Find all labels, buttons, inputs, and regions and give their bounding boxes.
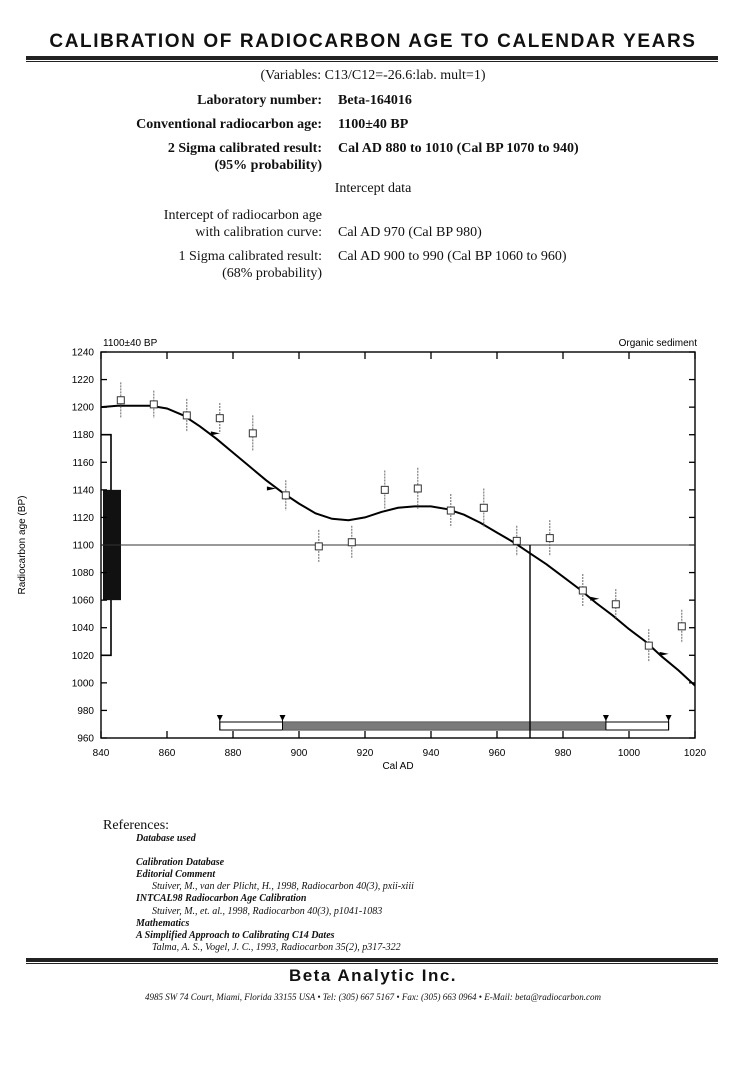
y-tick-label: 1160 [72,457,94,469]
page-title: CALIBRATION OF RADIOCARBON AGE TO CALENDAR YEARS [49,31,697,52]
measurement-point [678,623,685,630]
measurement-point [645,642,652,649]
measurement-point [414,485,421,492]
sigma1-probability-label: (68% probability) [222,266,322,281]
variables-line: (Variables: C13/C12=-26.6:lab. mult=1) [260,68,486,83]
y-tick-label: 1040 [71,623,94,635]
y-tick-label: 1060 [71,595,94,607]
calibration-chart [0,330,746,790]
intercept-heading: Intercept data [334,181,412,196]
sigma1-label: 1 Sigma calibrated result: [178,249,322,264]
measurement-point [315,543,322,550]
y-tick-label: 1020 [71,650,94,662]
y-tick-label: 980 [77,705,94,717]
ref-intcal98: INTCAL98 Radiocarbon Age Calibration [136,893,307,904]
y-tick-label: 1240 [71,347,94,359]
measurement-point [546,535,553,542]
intercept-value: Cal AD 970 (Cal BP 980) [338,225,482,240]
conventional-age-label: Conventional radiocarbon age: [136,117,322,132]
ref-intcal98-citation: Stuiver, M., et. al., 1998, Radiocarbon 40(3), p1041-1083 [152,906,383,917]
sigma2-label: 2 Sigma calibrated result: [167,141,322,156]
measurement-point [183,412,190,419]
curve-marker [660,652,669,656]
y-tick-label: 1120 [72,512,94,524]
footer-rule [26,958,718,962]
ref-simplified-approach-citation: Talma, A. S., Vogel, J. C., 1993, Radiocarbon 35(2), p317-322 [152,942,401,953]
calibration-curve [101,406,695,686]
conventional-age-value: 1100±40 BP [338,117,409,132]
measurement-point [117,397,124,404]
y-tick-label: 1000 [71,678,94,690]
chart-title-left: 1100±40 BP [103,338,158,349]
x-tick-label: 960 [488,748,506,759]
measurement-point [348,539,355,546]
title-rule [26,56,718,60]
y-tick-label: 1180 [72,430,94,442]
y-tick-label: 1100 [72,540,94,552]
intercept-label-2: with calibration curve: [195,225,322,240]
lab-number-label: Laboratory number: [197,93,322,108]
x-tick-label: 880 [224,748,242,759]
measurement-point [381,486,388,493]
x-tick-label: 1020 [683,748,707,759]
x-tick-label: 840 [92,748,110,759]
measurement-point [480,504,487,511]
y-tick-label: 1200 [71,402,94,414]
y-tick-label: 960 [77,733,94,745]
measurement-point [249,430,256,437]
chart-title-right: Organic sediment [618,338,697,349]
measurement-point [612,601,619,608]
footer-address: 4985 SW 74 Court, Miami, Florida 33155 USA • Tel: (305) 667 5167 • Fax: (305) 663 0964 • E-Mail: beta@radiocarbon.com [145,992,601,1002]
measurement-point [447,507,454,514]
ref-editorial-comment: Editorial Comment [136,869,216,880]
x-tick-label: 940 [422,748,440,759]
intercept-label: Intercept of radiocarbon age [163,208,322,223]
x-tick-label: 900 [290,748,308,759]
measurement-point [282,492,289,499]
sigma1-value: Cal AD 900 to 990 (Cal BP 1060 to 960) [338,249,567,264]
curve-marker [211,431,220,435]
measurement-point [150,401,157,408]
ref-simplified-approach: A Simplified Approach to Calibrating C14 Dates [136,930,335,941]
x-tick-label: 860 [158,748,176,759]
footer-rule-thin [26,963,718,964]
x-tick-label: 920 [356,748,374,759]
sigma2-value: Cal AD 880 to 1010 (Cal BP 1070 to 940) [338,141,579,156]
measurement-point [579,587,586,594]
ref-editorial-citation: Stuiver, M., van der Plicht, H., 1998, Radiocarbon 40(3), pxii-xiii [152,881,414,892]
title-rule-thin [26,61,718,62]
x-tick-label: 980 [554,748,572,759]
lab-number-value: Beta-164016 [338,93,412,108]
sigma1-range-bar [283,722,606,730]
ref-calibration-database: Calibration Database [136,857,225,868]
ref-database-used: Database used [136,833,196,844]
sigma2-probability-label: (95% probability) [214,158,322,173]
y-tick-label: 1140 [72,485,94,497]
x-tick-label: 1000 [617,748,641,759]
y-tick-label: 1220 [71,375,94,387]
references-heading: References: [103,818,170,833]
y-tick-label: 1080 [71,568,94,580]
measurement-point [216,415,223,422]
y-axis-label: Radiocarbon age (BP) [17,495,28,595]
measurement-point [513,537,520,544]
ref-mathematics: Mathematics [136,918,190,929]
footer-company-name: Beta Analytic Inc. [288,966,458,985]
curve-marker [590,597,599,601]
x-axis-label: Cal AD [382,761,414,772]
